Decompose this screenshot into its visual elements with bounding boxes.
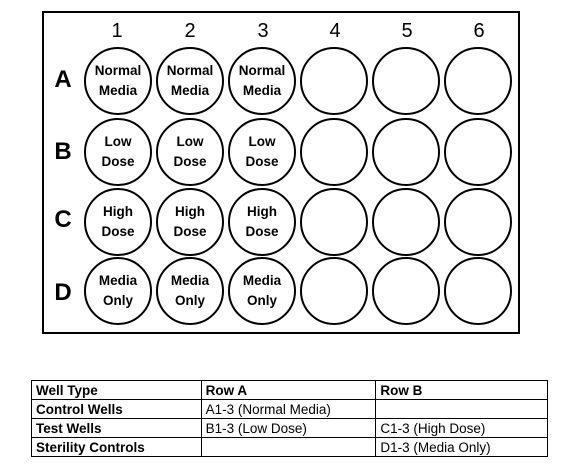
table-cell	[376, 400, 548, 419]
table-cell: A1-3 (Normal Media)	[201, 400, 376, 419]
row-label: D	[54, 279, 72, 306]
well	[444, 257, 512, 325]
well: Media Only	[228, 257, 296, 325]
well	[444, 118, 512, 186]
well: Media Only	[156, 257, 224, 325]
table-cell	[201, 438, 376, 457]
column-label: 3	[257, 20, 269, 42]
well: Low Dose	[84, 118, 152, 186]
well: Normal Media	[156, 47, 224, 115]
row-label: C	[54, 206, 72, 233]
well: Normal Media	[84, 47, 152, 115]
well	[372, 47, 440, 115]
row-label: A	[54, 66, 72, 93]
well: High Dose	[84, 188, 152, 256]
well	[300, 47, 368, 115]
well: Low Dose	[156, 118, 224, 186]
column-label: 1	[111, 20, 123, 42]
column-label: 6	[473, 20, 485, 42]
table-row	[32, 438, 548, 457]
well	[300, 188, 368, 256]
well	[372, 188, 440, 256]
table-row	[32, 400, 548, 419]
well: Low Dose	[228, 118, 296, 186]
table-cell: B1-3 (Low Dose)	[201, 419, 376, 438]
table-cell: Sterility Controls	[32, 438, 202, 457]
column-header: Row A	[201, 381, 376, 400]
table-header-row	[32, 381, 548, 400]
table-cell: D1-3 (Media Only)	[376, 438, 548, 457]
well	[300, 257, 368, 325]
table-cell: C1-3 (High Dose)	[376, 419, 548, 438]
table-cell: Test Wells	[32, 419, 202, 438]
table-cell: Control Wells	[32, 400, 202, 419]
table-row	[32, 419, 548, 438]
well	[444, 188, 512, 256]
well-type-legend-table	[31, 380, 548, 457]
well	[300, 118, 368, 186]
well: High Dose	[228, 188, 296, 256]
well	[444, 47, 512, 115]
well: High Dose	[156, 188, 224, 256]
column-label: 5	[401, 20, 413, 42]
column-label: 4	[329, 20, 341, 42]
well: Normal Media	[228, 47, 296, 115]
well: Media Only	[84, 257, 152, 325]
well	[372, 118, 440, 186]
column-header: Row B	[376, 381, 548, 400]
well	[372, 257, 440, 325]
row-label: B	[54, 138, 72, 165]
column-header: Well Type	[32, 381, 202, 400]
column-label: 2	[184, 20, 196, 42]
